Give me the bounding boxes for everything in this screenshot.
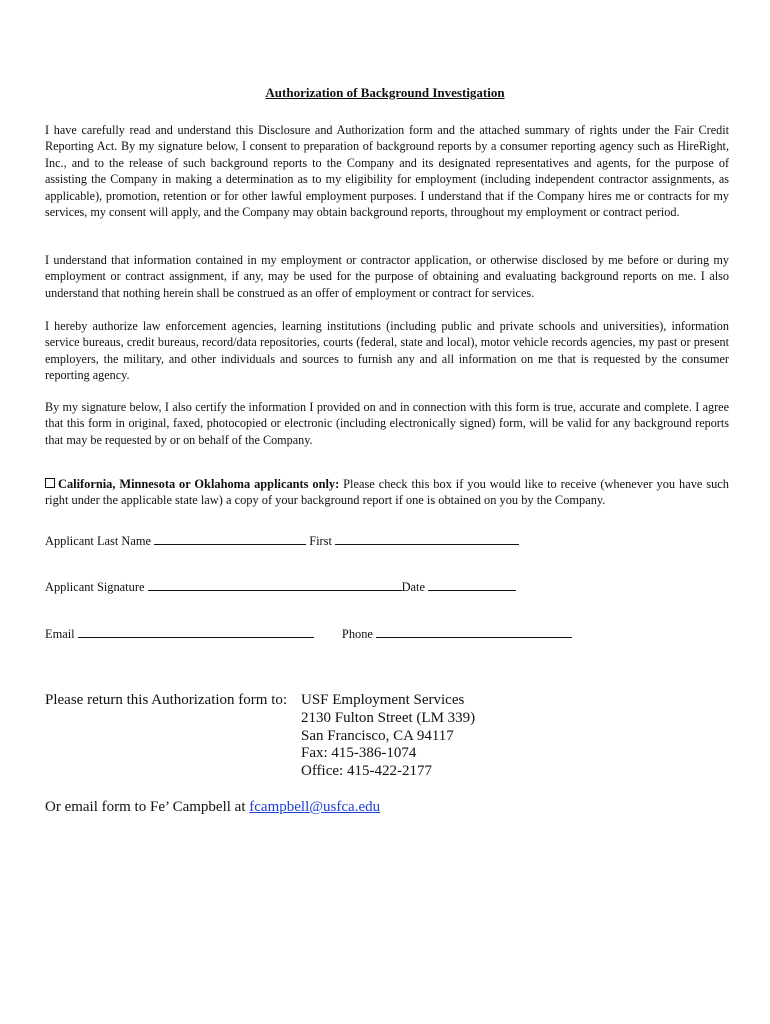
state-notice-label: California, Minnesota or Oklahoma applicants only: [58, 477, 340, 491]
information-use-paragraph: I understand that information contained in my employment or contractor application, or otherwise disclosed by me before or during my employment or contract assignment, if any, may be used for the purpose of obtaining and evaluating background reports on me. I also understand that nothing herein shall be construed as an offer of employment or contract for services. [45, 253, 729, 300]
date-label: Date [401, 580, 425, 594]
state-notice-text: Please check this box if you would like to receive (whenever you have such right under the applicable state law) a copy of your background report if one is obtained on you by the Company. [45, 477, 730, 508]
consent-paragraph: I have carefully read and understand this Disclosure and Authorization form and the attached summary of rights under the Fair Credit Reporting Act. By my signature below, I consent to preparation of background reports by a consumer reporting agency such as HireRight, Inc., and to the release of such background reports to the Company and its designated representatives and agents, for the purpose of assisting the Company in making a determination as to my eligibility for employment (including independent contractor assignments, as applicable), promotion, retention or for other lawful employment purposes. I understand that if the Company hires me or contracts for my services, my consent will apply, and the Company may obtain background reports, throughout my employment or contract period. [45, 123, 729, 220]
state-notice-paragraph [45, 476, 729, 509]
address-line: 2130 Fulton Street (LM 339) [301, 709, 476, 726]
address-line: USF Employment Services [301, 692, 465, 708]
email-form-prefix: Or email form to Fe’ Campbell at [45, 799, 250, 815]
email-form-line [45, 799, 380, 816]
certification-paragraph: By my signature below, I also certify the information I provided on and in connection with this form is true, accurate and complete. I agree that this form in original, faxed, photocopied or electronic (including electronically signed) form, will be valid for any background reports that may be requested by or on behalf of the Company. [45, 400, 729, 447]
email-label: Email [45, 627, 75, 641]
last-name-label: Applicant Last Name [45, 534, 151, 548]
return-address [301, 692, 475, 781]
form-title: Authorization of Background Investigation [265, 85, 505, 100]
email-link[interactable]: fcampbell@usfca.edu [249, 799, 381, 815]
last-name-field[interactable] [154, 533, 306, 545]
phone-field[interactable] [376, 626, 572, 638]
address-line: San Francisco, CA 94117 [301, 727, 454, 744]
signature-label: Applicant Signature [45, 580, 145, 594]
name-row [45, 533, 519, 549]
first-name-field[interactable] [335, 533, 519, 545]
report-copy-checkbox[interactable] [45, 478, 55, 488]
fax-line: Fax: 415-386-1074 [301, 745, 417, 762]
contact-row [45, 626, 572, 642]
signature-field[interactable] [148, 579, 402, 591]
date-field[interactable] [428, 579, 516, 591]
first-name-label: First [309, 534, 332, 548]
authorization-paragraph: I hereby authorize law enforcement agencies, learning institutions (including public and private schools and universities), information service bureaus, credit bureaus, record/data repositories, courts (federal, state and local), motor vehicle records agencies, my past or present employers, the military, and other individuals and sources to furnish any and all information on me that is requested by the consumer reporting agency. [45, 319, 729, 383]
email-field[interactable] [78, 626, 314, 638]
signature-row [45, 579, 516, 595]
office-phone-line: Office: 415-422-2177 [301, 763, 432, 780]
phone-label: Phone [341, 627, 373, 641]
return-label: Please return this Authorization form to: [45, 692, 288, 708]
